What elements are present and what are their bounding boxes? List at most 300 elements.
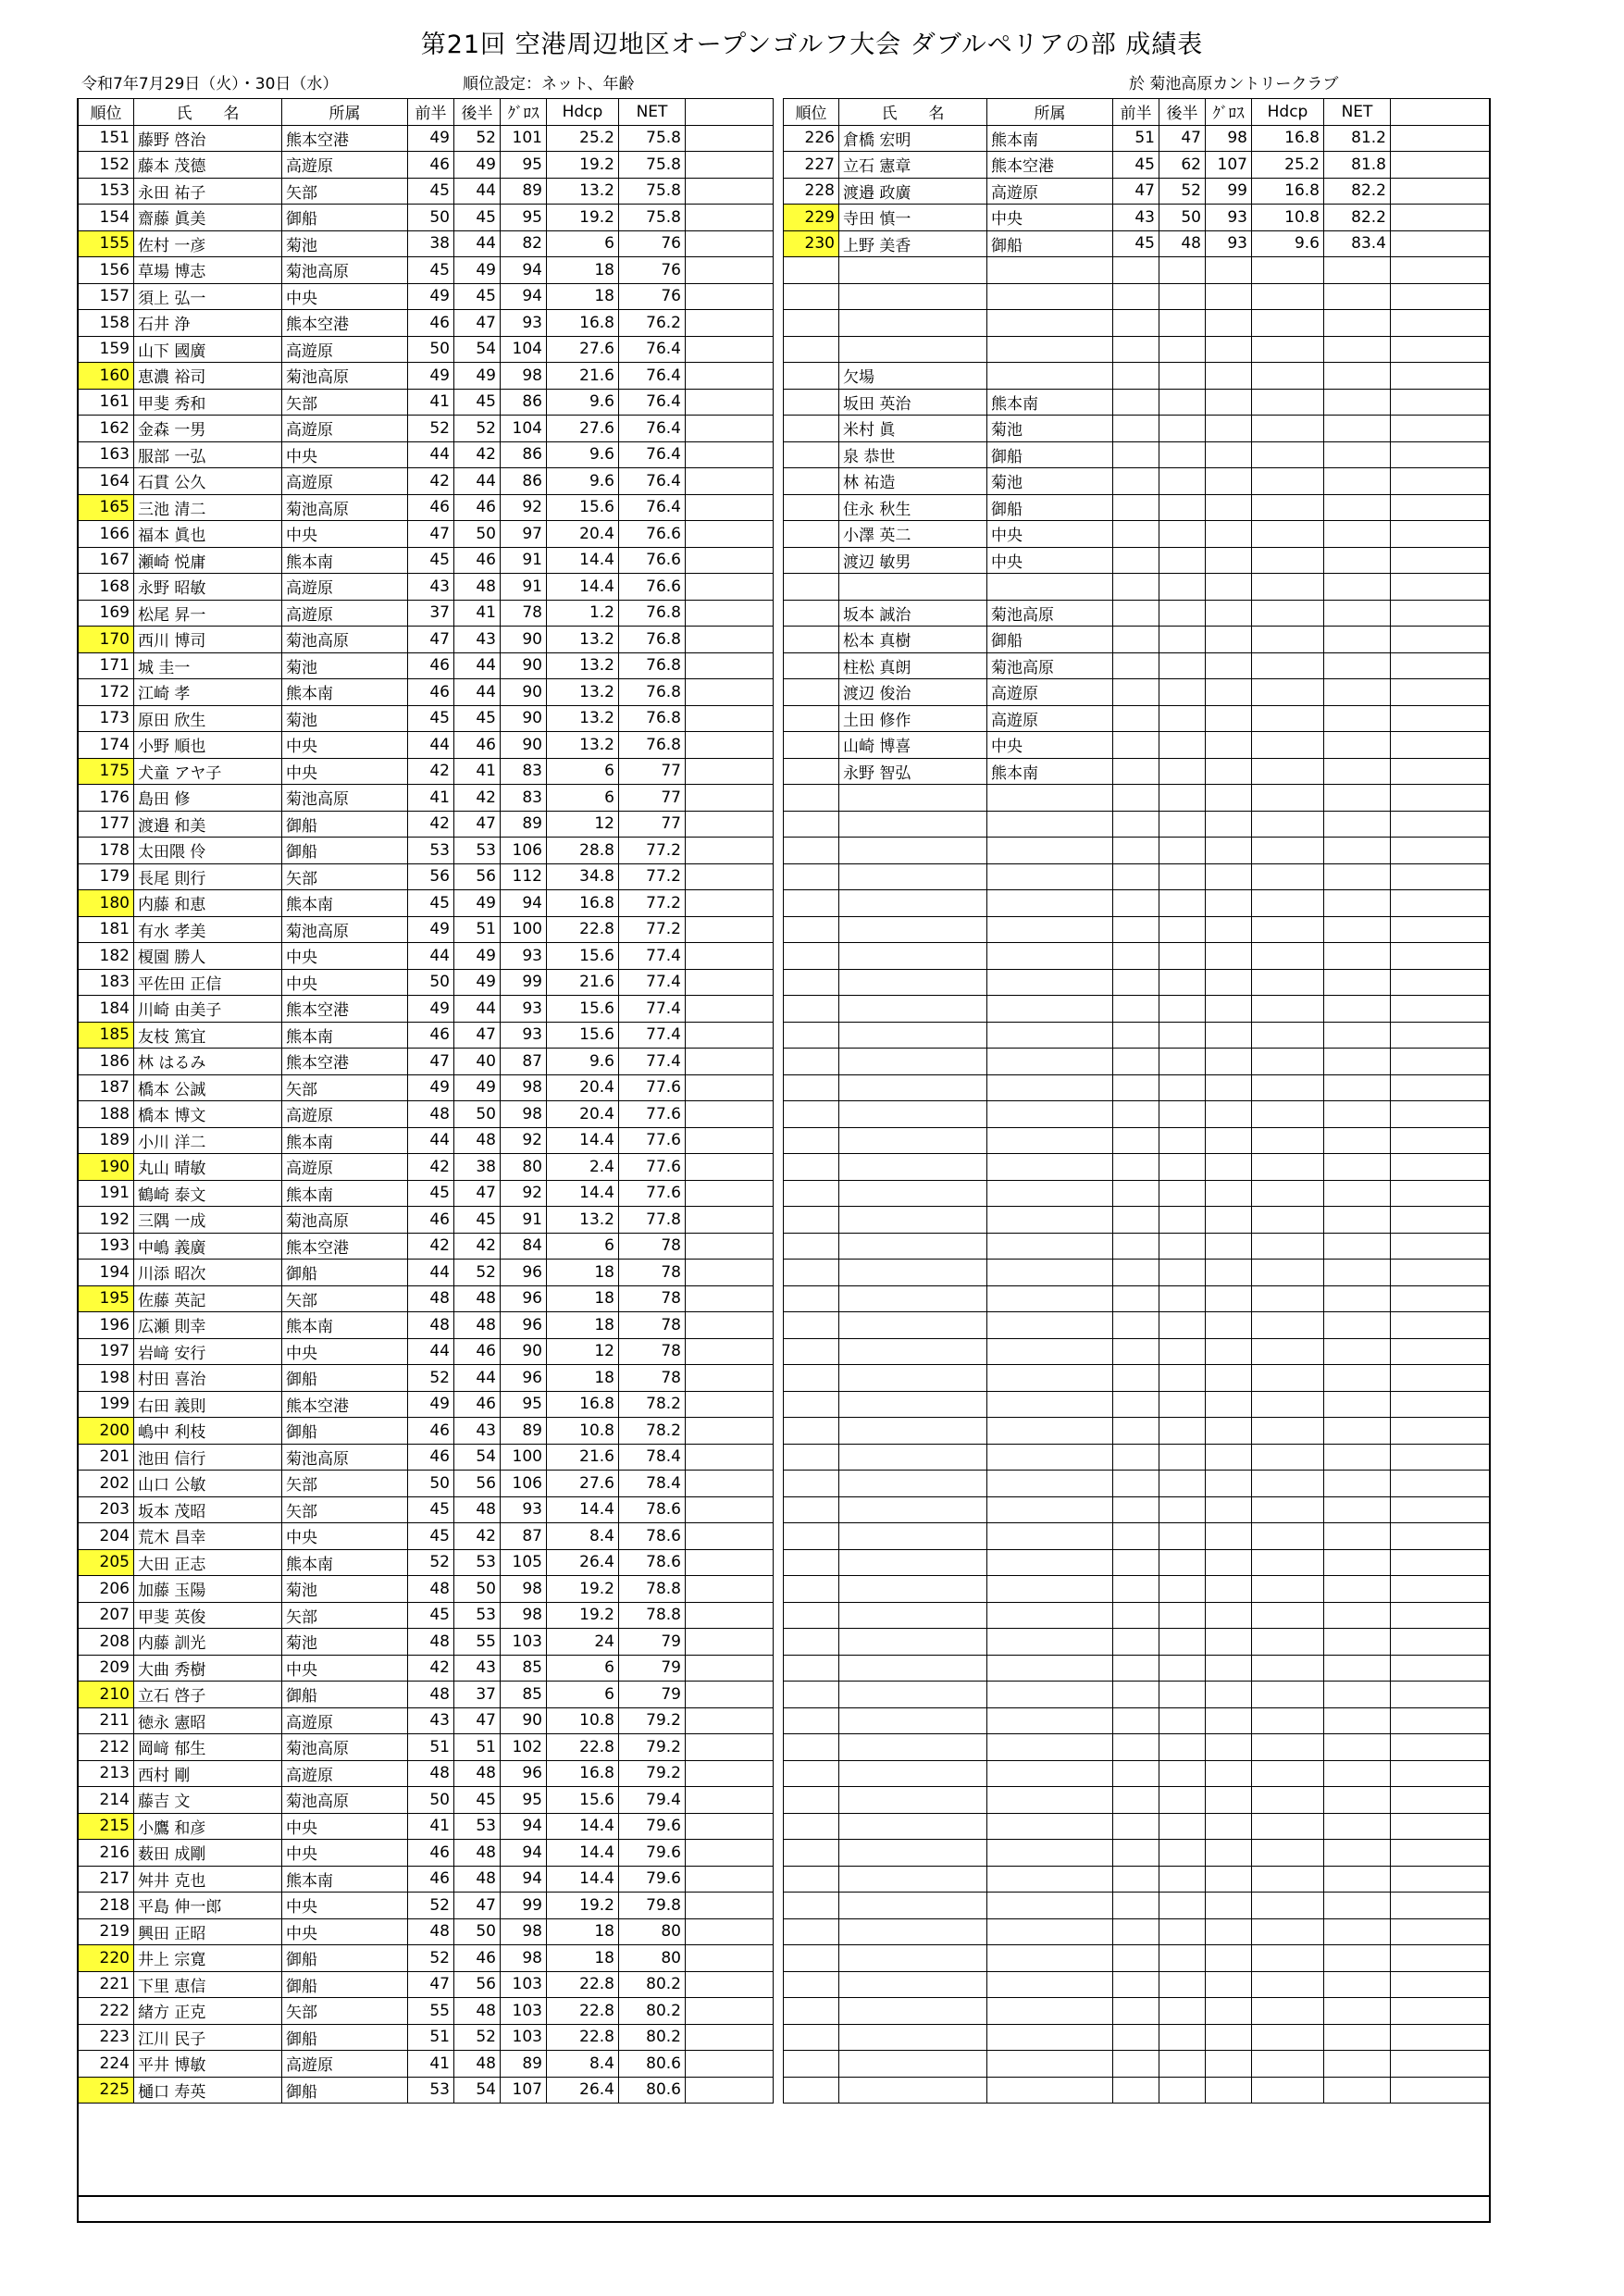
name-cell: 佐村 一彦 xyxy=(134,230,282,257)
club-cell: 熊本空港 xyxy=(282,1233,408,1260)
net-cell: 76.4 xyxy=(619,494,686,521)
gross-cell: 97 xyxy=(501,521,547,548)
gross-cell: 84 xyxy=(501,1233,547,1260)
rank-cell xyxy=(784,1496,839,1523)
name-cell: 樋口 寿英 xyxy=(134,2077,282,2104)
hdcp-cell xyxy=(1252,1418,1324,1445)
table-row xyxy=(784,1813,1491,1840)
back-nine-cell: 41 xyxy=(454,600,501,627)
front-nine-cell: 49 xyxy=(408,363,454,390)
name-cell: 友枝 篤宜 xyxy=(134,1022,282,1049)
rank-cell xyxy=(784,1549,839,1576)
rank-cell xyxy=(784,811,839,838)
blank-cell xyxy=(1391,1444,1491,1471)
name-cell: 榎園 勝人 xyxy=(134,943,282,970)
blank-cell xyxy=(1391,1707,1491,1734)
net-cell: 77.4 xyxy=(619,943,686,970)
gross-cell xyxy=(1206,1576,1252,1603)
table-row xyxy=(79,1813,774,1840)
front-nine-cell: 46 xyxy=(408,310,454,337)
back-nine-cell: 46 xyxy=(454,547,501,574)
table-row xyxy=(784,627,1491,653)
name-cell: 西川 博司 xyxy=(134,627,282,653)
back-nine-cell xyxy=(1159,1813,1206,1840)
blank-cell xyxy=(686,468,774,495)
name-cell: 立石 啓子 xyxy=(134,1682,282,1708)
blank-cell xyxy=(686,494,774,521)
blank-cell xyxy=(1391,600,1491,627)
club-cell: 御船 xyxy=(987,230,1113,257)
back-nine-cell xyxy=(1159,416,1206,442)
back-nine-cell: 56 xyxy=(454,1971,501,1998)
hdcp-cell: 18 xyxy=(547,257,619,284)
gross-cell xyxy=(1206,1655,1252,1682)
net-cell: 76.6 xyxy=(619,521,686,548)
net-cell: 76.8 xyxy=(619,732,686,759)
back-nine-cell xyxy=(1159,943,1206,970)
table-row xyxy=(784,441,1491,468)
rank-cell: 161 xyxy=(79,389,134,416)
hdcp-cell xyxy=(1252,1707,1324,1734)
table-row xyxy=(79,2024,774,2051)
hdcp-cell xyxy=(1252,916,1324,943)
blank-cell xyxy=(686,1260,774,1286)
gross-cell xyxy=(1206,494,1252,521)
blank-cell xyxy=(686,363,774,390)
net-cell xyxy=(1324,257,1391,284)
name-cell xyxy=(839,1127,987,1154)
name-cell: 松本 真樹 xyxy=(839,627,987,653)
club-cell xyxy=(987,1918,1113,1945)
table-row xyxy=(784,178,1491,205)
table-row xyxy=(79,1655,774,1682)
gross-cell xyxy=(1206,1840,1252,1867)
rank-cell: 206 xyxy=(79,1576,134,1603)
gross-cell: 98 xyxy=(501,363,547,390)
gross-cell xyxy=(1206,1471,1252,1497)
hdcp-cell xyxy=(1252,1576,1324,1603)
club-cell xyxy=(987,1971,1113,1998)
hdcp-cell: 12 xyxy=(547,811,619,838)
blank-cell xyxy=(686,1787,774,1814)
hdcp-cell: 6 xyxy=(547,230,619,257)
net-cell: 77.6 xyxy=(619,1127,686,1154)
net-cell: 77.4 xyxy=(619,996,686,1023)
blank-cell xyxy=(686,416,774,442)
hdcp-cell xyxy=(1252,1260,1324,1286)
club-cell: 菊池高原 xyxy=(282,627,408,653)
blank-cell xyxy=(686,758,774,785)
gross-cell xyxy=(1206,363,1252,390)
front-nine-cell: 44 xyxy=(408,1260,454,1286)
gross-cell xyxy=(1206,1760,1252,1787)
club-cell: 熊本空港 xyxy=(282,1391,408,1418)
hdcp-cell: 1.2 xyxy=(547,600,619,627)
blank-cell xyxy=(1391,1787,1491,1814)
table-row xyxy=(79,230,774,257)
rank-cell xyxy=(784,416,839,442)
gross-cell xyxy=(1206,2051,1252,2078)
blank-cell xyxy=(686,2077,774,2104)
name-cell: 金森 一男 xyxy=(134,416,282,442)
name-cell: 右田 義則 xyxy=(134,1391,282,1418)
rank-cell xyxy=(784,838,839,864)
club-cell: 御船 xyxy=(282,1971,408,1998)
back-nine-cell xyxy=(1159,1391,1206,1418)
gross-cell: 85 xyxy=(501,1682,547,1708)
blank-cell xyxy=(686,1893,774,1919)
blank-cell xyxy=(686,863,774,890)
net-cell: 79 xyxy=(619,1682,686,1708)
blank-cell xyxy=(686,1312,774,1339)
hdcp-cell xyxy=(1252,1391,1324,1418)
blank-cell xyxy=(1391,1734,1491,1761)
blank-cell xyxy=(1391,1418,1491,1445)
gross-cell: 93 xyxy=(501,1496,547,1523)
table-row xyxy=(79,468,774,495)
gross-cell: 104 xyxy=(501,336,547,363)
net-cell: 77.4 xyxy=(619,1049,686,1075)
rank-cell xyxy=(784,652,839,679)
net-cell: 80.2 xyxy=(619,1971,686,1998)
rank-cell: 205 xyxy=(79,1549,134,1576)
back-nine-cell: 53 xyxy=(454,1813,501,1840)
net-cell: 77 xyxy=(619,758,686,785)
front-nine-cell: 48 xyxy=(408,1101,454,1128)
blank-cell xyxy=(686,600,774,627)
net-cell: 77.2 xyxy=(619,916,686,943)
club-cell: 菊池 xyxy=(282,1576,408,1603)
blank-cell xyxy=(1391,1285,1491,1312)
back-nine-cell xyxy=(1159,283,1206,310)
net-cell: 76 xyxy=(619,257,686,284)
net-cell: 78.4 xyxy=(619,1444,686,1471)
table-row xyxy=(79,1866,774,1893)
name-cell: 坂本 茂昭 xyxy=(134,1496,282,1523)
front-nine-cell: 52 xyxy=(408,1549,454,1576)
front-nine-cell: 53 xyxy=(408,838,454,864)
name-cell xyxy=(839,838,987,864)
front-nine-cell xyxy=(1113,1655,1159,1682)
table-row xyxy=(784,1787,1491,1814)
front-nine-cell xyxy=(1113,1260,1159,1286)
blank-cell xyxy=(686,785,774,812)
table-row xyxy=(79,600,774,627)
net-cell xyxy=(1324,863,1391,890)
front-nine-cell: 49 xyxy=(408,1074,454,1101)
name-cell: 平井 博敏 xyxy=(134,2051,282,2078)
table-row xyxy=(784,1682,1491,1708)
club-cell: 中央 xyxy=(987,732,1113,759)
name-cell: 三隅 一成 xyxy=(134,1207,282,1234)
blank-cell xyxy=(1391,521,1491,548)
front-nine-cell: 43 xyxy=(1113,205,1159,231)
name-cell: 倉橋 宏明 xyxy=(839,125,987,152)
table-row xyxy=(784,494,1491,521)
front-nine-cell: 41 xyxy=(408,2051,454,2078)
rank-cell: 156 xyxy=(79,257,134,284)
blank-cell xyxy=(686,1734,774,1761)
name-cell: 小鷹 和彦 xyxy=(134,1813,282,1840)
rank-cell xyxy=(784,1998,839,2025)
net-cell: 77.2 xyxy=(619,863,686,890)
name-cell: 太田隈 伶 xyxy=(134,838,282,864)
club-cell: 矢部 xyxy=(282,863,408,890)
hdcp-cell xyxy=(1252,969,1324,996)
gross-cell xyxy=(1206,1285,1252,1312)
back-nine-cell: 44 xyxy=(454,230,501,257)
rank-cell: 175 xyxy=(79,758,134,785)
club-cell xyxy=(987,336,1113,363)
blank-cell xyxy=(1391,2024,1491,2051)
rank-cell xyxy=(784,1629,839,1656)
back-nine-cell xyxy=(1159,679,1206,706)
gross-cell: 82 xyxy=(501,230,547,257)
hdcp-cell: 8.4 xyxy=(547,1523,619,1550)
club-cell: 高遊原 xyxy=(987,178,1113,205)
net-cell xyxy=(1324,1998,1391,2025)
rank-cell xyxy=(784,1285,839,1312)
back-nine-cell xyxy=(1159,547,1206,574)
rank-cell xyxy=(784,1338,839,1365)
hdcp-cell: 9.6 xyxy=(547,441,619,468)
club-cell: 御船 xyxy=(282,2077,408,2104)
blank-cell xyxy=(686,389,774,416)
club-cell: 高遊原 xyxy=(282,416,408,442)
table-row xyxy=(79,863,774,890)
back-nine-cell: 45 xyxy=(454,283,501,310)
net-cell: 76.8 xyxy=(619,705,686,732)
back-nine-cell: 54 xyxy=(454,2077,501,2104)
net-cell: 76.4 xyxy=(619,336,686,363)
table-row xyxy=(79,1734,774,1761)
name-cell xyxy=(839,336,987,363)
blank-cell xyxy=(1391,1180,1491,1207)
back-nine-cell: 50 xyxy=(454,1576,501,1603)
net-cell: 77.4 xyxy=(619,969,686,996)
name-cell: 江川 民子 xyxy=(134,2024,282,2051)
front-nine-cell xyxy=(1113,758,1159,785)
hdcp-cell xyxy=(1252,1207,1324,1234)
name-cell xyxy=(839,1154,987,1181)
rank-cell: 182 xyxy=(79,943,134,970)
name-cell xyxy=(839,2051,987,2078)
club-cell xyxy=(987,1207,1113,1234)
hdcp-cell: 22.8 xyxy=(547,1734,619,1761)
blank-cell xyxy=(1391,1918,1491,1945)
back-nine-cell: 52 xyxy=(454,2024,501,2051)
gross-cell: 104 xyxy=(501,416,547,442)
blank-cell xyxy=(686,1391,774,1418)
table-row xyxy=(79,310,774,337)
name-cell xyxy=(839,1760,987,1787)
column-header: 後半 xyxy=(454,99,501,126)
blank-cell xyxy=(1391,125,1491,152)
net-cell xyxy=(1324,1602,1391,1629)
front-nine-cell: 48 xyxy=(408,1629,454,1656)
club-cell: 御船 xyxy=(282,1945,408,1972)
front-nine-cell: 45 xyxy=(408,1180,454,1207)
back-nine-cell xyxy=(1159,468,1206,495)
front-nine-cell xyxy=(1113,863,1159,890)
club-cell: 熊本南 xyxy=(987,125,1113,152)
table-row xyxy=(784,1338,1491,1365)
back-nine-cell: 55 xyxy=(454,1629,501,1656)
rank-cell: 220 xyxy=(79,1945,134,1972)
back-nine-cell: 56 xyxy=(454,863,501,890)
front-nine-cell xyxy=(1113,283,1159,310)
back-nine-cell xyxy=(1159,1496,1206,1523)
gross-cell xyxy=(1206,1549,1252,1576)
hdcp-cell xyxy=(1252,1682,1324,1708)
gross-cell xyxy=(1206,863,1252,890)
name-cell: 平佐田 正信 xyxy=(134,969,282,996)
hdcp-cell: 26.4 xyxy=(547,2077,619,2104)
back-nine-cell: 48 xyxy=(454,1866,501,1893)
back-nine-cell xyxy=(1159,310,1206,337)
name-cell xyxy=(839,1893,987,1919)
hdcp-cell xyxy=(1252,1180,1324,1207)
rank-cell xyxy=(784,1233,839,1260)
net-cell: 80.2 xyxy=(619,2024,686,2051)
front-nine-cell: 49 xyxy=(408,125,454,152)
club-cell: 矢部 xyxy=(282,1496,408,1523)
table-row xyxy=(784,1154,1491,1181)
blank-cell xyxy=(686,1101,774,1128)
blank-cell xyxy=(686,1496,774,1523)
front-nine-cell xyxy=(1113,2051,1159,2078)
rank-cell: 224 xyxy=(79,2051,134,2078)
table-row xyxy=(79,758,774,785)
net-cell: 80 xyxy=(619,1945,686,1972)
net-cell: 78.6 xyxy=(619,1496,686,1523)
back-nine-cell: 49 xyxy=(454,943,501,970)
back-nine-cell: 43 xyxy=(454,1418,501,1445)
hdcp-cell: 9.6 xyxy=(547,468,619,495)
blank-cell xyxy=(686,574,774,601)
rank-cell xyxy=(784,1576,839,1603)
net-cell xyxy=(1324,389,1391,416)
name-cell: 永野 智弘 xyxy=(839,758,987,785)
rank-cell: 210 xyxy=(79,1682,134,1708)
back-nine-cell xyxy=(1159,257,1206,284)
back-nine-cell: 47 xyxy=(454,1893,501,1919)
gross-cell: 96 xyxy=(501,1260,547,1286)
hdcp-cell xyxy=(1252,1338,1324,1365)
club-cell: 中央 xyxy=(987,547,1113,574)
net-cell: 81.8 xyxy=(1324,152,1391,179)
net-cell xyxy=(1324,1682,1391,1708)
front-nine-cell xyxy=(1113,1365,1159,1392)
front-nine-cell xyxy=(1113,2024,1159,2051)
table-row xyxy=(79,1233,774,1260)
rank-cell xyxy=(784,1523,839,1550)
hdcp-cell: 10.8 xyxy=(547,1418,619,1445)
name-cell xyxy=(839,1312,987,1339)
hdcp-cell: 18 xyxy=(547,1312,619,1339)
hdcp-cell: 26.4 xyxy=(547,1549,619,1576)
table-row xyxy=(784,574,1491,601)
front-nine-cell xyxy=(1113,1866,1159,1893)
column-header: Hdcp xyxy=(547,99,619,126)
club-cell xyxy=(987,1734,1113,1761)
rank-cell: 221 xyxy=(79,1971,134,1998)
blank-cell xyxy=(1391,916,1491,943)
frame-bottom-line xyxy=(77,2221,1491,2223)
net-cell xyxy=(1324,916,1391,943)
net-cell: 80.6 xyxy=(619,2077,686,2104)
table-row xyxy=(79,1707,774,1734)
gross-cell: 80 xyxy=(501,1154,547,1181)
back-nine-cell: 44 xyxy=(454,1365,501,1392)
front-nine-cell xyxy=(1113,1418,1159,1445)
net-cell: 79.4 xyxy=(619,1787,686,1814)
gross-cell: 95 xyxy=(501,205,547,231)
gross-cell: 89 xyxy=(501,811,547,838)
rank-cell xyxy=(784,1787,839,1814)
rank-cell: 207 xyxy=(79,1602,134,1629)
hdcp-cell: 13.2 xyxy=(547,679,619,706)
blank-cell xyxy=(1391,1971,1491,1998)
name-cell xyxy=(839,1285,987,1312)
front-nine-cell xyxy=(1113,627,1159,653)
net-cell: 78.2 xyxy=(619,1418,686,1445)
gross-cell: 95 xyxy=(501,152,547,179)
gross-cell xyxy=(1206,758,1252,785)
results-table-left xyxy=(78,98,774,2104)
front-nine-cell xyxy=(1113,1022,1159,1049)
back-nine-cell: 43 xyxy=(454,1655,501,1682)
rank-cell xyxy=(784,1074,839,1101)
club-cell: 中央 xyxy=(987,205,1113,231)
front-nine-cell: 50 xyxy=(408,1471,454,1497)
gross-cell: 91 xyxy=(501,574,547,601)
name-cell xyxy=(839,1602,987,1629)
name-cell xyxy=(839,2077,987,2104)
hdcp-cell xyxy=(1252,600,1324,627)
name-cell: 岡﨑 郁生 xyxy=(134,1734,282,1761)
rank-cell: 213 xyxy=(79,1760,134,1787)
rank-cell xyxy=(784,1365,839,1392)
back-nine-cell: 38 xyxy=(454,1154,501,1181)
net-cell xyxy=(1324,1233,1391,1260)
front-nine-cell: 46 xyxy=(408,652,454,679)
club-cell xyxy=(987,1154,1113,1181)
blank-cell xyxy=(686,1971,774,1998)
blank-cell xyxy=(686,1866,774,1893)
table-row xyxy=(79,1444,774,1471)
club-cell xyxy=(987,1180,1113,1207)
gross-cell: 100 xyxy=(501,1444,547,1471)
rank-cell xyxy=(784,785,839,812)
hdcp-cell xyxy=(1252,283,1324,310)
net-cell xyxy=(1324,336,1391,363)
back-nine-cell: 49 xyxy=(454,363,501,390)
rank-cell xyxy=(784,943,839,970)
hdcp-cell xyxy=(1252,1523,1324,1550)
net-cell: 76 xyxy=(619,283,686,310)
front-nine-cell: 44 xyxy=(408,732,454,759)
gross-cell: 93 xyxy=(1206,205,1252,231)
back-nine-cell xyxy=(1159,863,1206,890)
rank-cell xyxy=(784,1444,839,1471)
rank-cell xyxy=(784,468,839,495)
name-cell: 佐藤 英記 xyxy=(134,1285,282,1312)
name-cell xyxy=(839,1866,987,1893)
back-nine-cell: 45 xyxy=(454,1787,501,1814)
table-row xyxy=(79,705,774,732)
net-cell: 79.2 xyxy=(619,1707,686,1734)
